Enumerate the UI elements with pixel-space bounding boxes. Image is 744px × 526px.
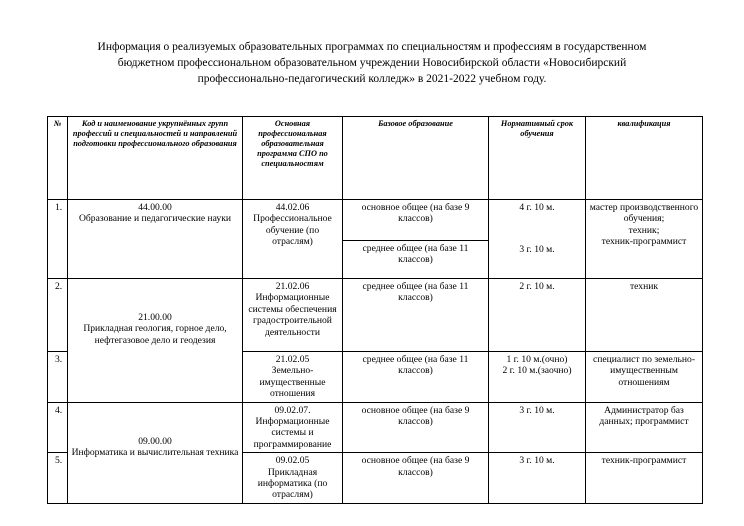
qualification-value: техник; [628, 224, 660, 236]
program-name: Прикладная информатика (по отраслям) [257, 466, 328, 501]
qualification-value: специалист по земельно-имущественным отношениям [586, 352, 703, 403]
title-line-1: Информация о реализуемых образовательных программах по специальностям и профессиям в государственном [97, 41, 647, 53]
group-name: Информатика и вычислительная техника [71, 447, 239, 459]
qualification-value: техник-программист [601, 236, 687, 248]
term-value: 2 г. 10 м.(заочно) [502, 365, 572, 377]
document-title [60, 39, 684, 87]
term-cell [489, 352, 586, 403]
base-education: основное общее (на базе 9 классов) [343, 453, 489, 504]
group-code: 09.00.00 [138, 435, 172, 447]
program-code: 09.02.05 [275, 455, 310, 467]
header-qualification: квалификация [586, 117, 703, 200]
group-cell [68, 402, 243, 503]
group-name: Прикладная геология, горное дело, нефтегазовое дело и геодезия [83, 323, 227, 346]
header-group: Код и наименование укрупнённых групп профессий и специальностей и направлений подготовки профессионального образования [68, 117, 243, 200]
row-number: 2. [48, 279, 68, 352]
table-row [48, 200, 703, 241]
group-code: 21.00.00 [138, 312, 172, 323]
program-cell [243, 352, 343, 403]
programs-table [47, 116, 703, 504]
header-base: Базовое образование [343, 117, 489, 200]
program-name: Информационные системы и программирование [253, 416, 332, 450]
program-name: Земельно-имущественные отношения [259, 365, 326, 400]
term-value: 3 г. 10 м. [519, 244, 555, 256]
table-row [48, 402, 703, 453]
header-num: № [48, 117, 68, 200]
title-line-3: профессионально-педагогический колледж» в 2021-2022 учебном году. [197, 73, 547, 85]
row-number: 5. [48, 453, 68, 504]
header-term: Нормативный срок обучения [489, 117, 586, 200]
header-row [48, 117, 703, 200]
program-name: Информационные системы обеспечения градостроительной деятельности [248, 292, 337, 338]
base-education: среднее общее (на базе 11 классов) [343, 352, 489, 403]
program-code: 44.02.06 [275, 202, 310, 213]
program-code: 09.02.07. [274, 404, 311, 416]
qualification-cell [586, 200, 703, 279]
group-code: 44.00.00 [138, 202, 172, 213]
term-cell [489, 200, 586, 279]
title-line-2: бюджетном профессиональном образовательном учреждении Новосибирской области «Новосибирский [117, 57, 627, 69]
program-cell [243, 279, 343, 352]
group-name: Образование и педагогические науки [78, 213, 231, 225]
row-number: 4. [48, 402, 68, 453]
program-cell [243, 453, 343, 504]
header-program: Основная профессиональная образовательная программа СПО по специальностям [243, 117, 343, 200]
base-education: основное общее (на базе 9 классов) [343, 200, 489, 241]
qualification-value: мастер производственного обучения; [589, 202, 699, 225]
qualification-value: техник [586, 279, 703, 352]
program-code: 21.02.06 [275, 281, 310, 292]
program-name: Профессиональное обучение (по отраслям) [253, 213, 332, 248]
group-cell [68, 279, 243, 403]
term-value: 4 г. 10 м. [519, 202, 555, 213]
qualification-value: техник-программист [586, 453, 703, 504]
table-row [48, 279, 703, 352]
base-education: среднее общее (на базе 11 классов) [343, 241, 489, 279]
qualification-value: Администратор баз данных; программист [586, 402, 703, 453]
group-cell [68, 200, 243, 279]
program-cell [243, 200, 343, 279]
row-number: 3. [48, 352, 68, 403]
term-value: 1 г. 10 м.(очно) [506, 354, 568, 365]
term-value: 3 г. 10 м. [489, 453, 586, 504]
base-education: среднее общее (на базе 11 классов) [343, 279, 489, 352]
row-number: 1. [48, 200, 68, 279]
base-education: основное общее (на базе 9 классов) [343, 402, 489, 453]
term-value: 2 г. 10 м. [489, 279, 586, 352]
program-cell [243, 402, 343, 453]
program-code: 21.02.05 [275, 354, 310, 365]
term-value: 3 г. 10 м. [489, 402, 586, 453]
